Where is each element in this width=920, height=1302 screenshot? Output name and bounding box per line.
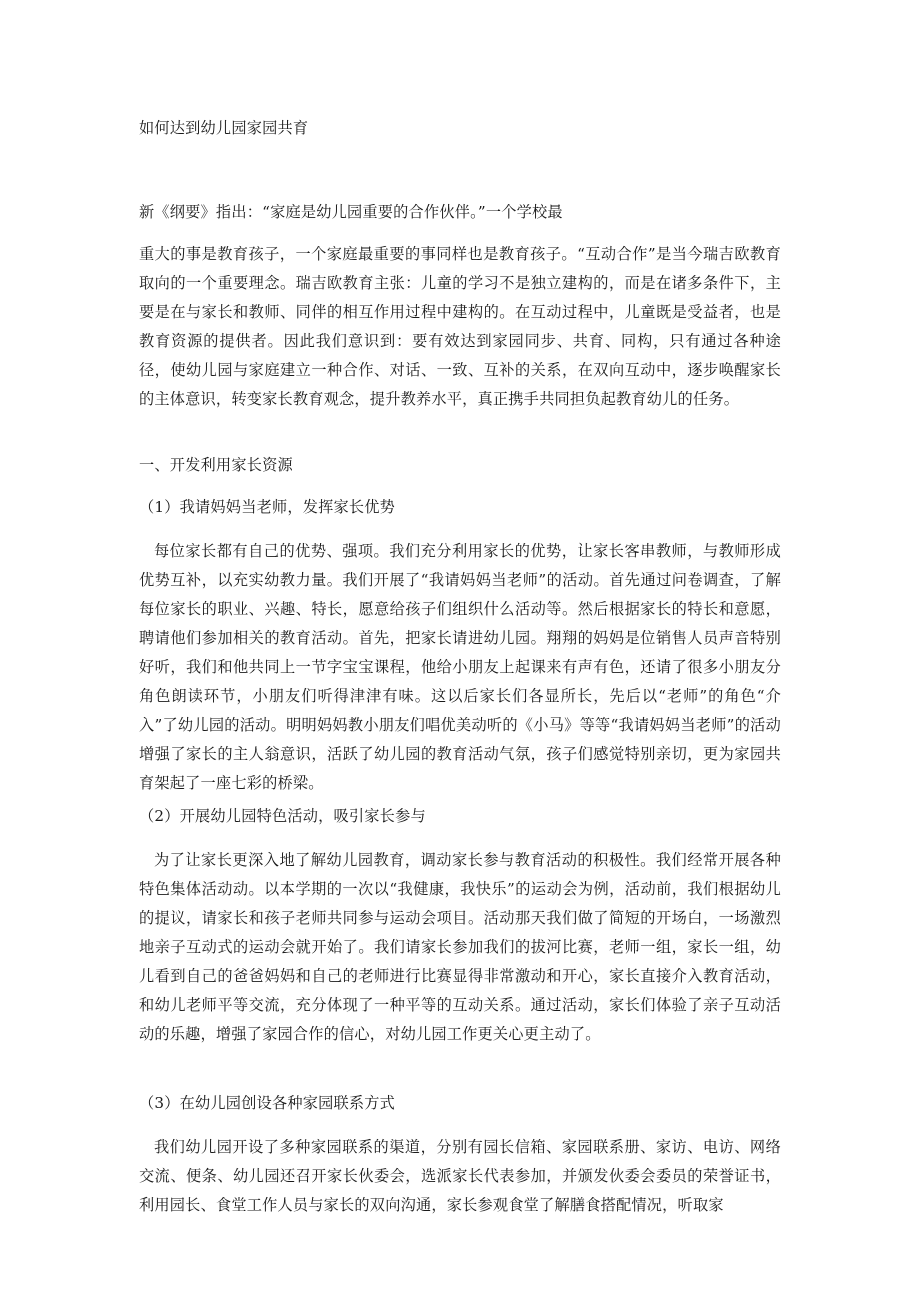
subsection-1-body: 每位家长都有自己的优势、强项。我们充分利用家长的优势，让家长客串教师，与教师形成优势互补，以充实幼教力量。我们开展了“我请妈妈当老师”的活动。首先通过问卷调查，了解每位家长的职业、兴趣、特长，愿意给孩子们组织什么活动等。然后根据家长的特长和意愿，聘请他们参加相关的教育活动。首先，把家长请进幼儿园。翔翔的妈妈是位销售人员声音特别好听，我们和他共同上一节字宝宝课程，他给小朋友上起课来有声有色，还请了很多小朋友分角色朗读环节，小朋友们听得津津有味。这以后家长们各显所长，先后以“老师”的角色“介入”了幼儿园的活动。明明妈妈教小朋友们唱优美动听的《小马》等等“我请妈妈当老师”的活动增强了家长的主人翁意识，活跃了幼儿园的教育活动气氛，孩子们感觉特别亲切，更为家园共育架起了一座七彩的桥梁。 (139, 542, 781, 792)
subsection-2-body: 为了让家长更深入地了解幼儿园教育，调动家长参与教育活动的积极性。我们经常开展各种特色集体活动动。以本学期的一次以“我健康，我快乐”的运动会为例，活动前，我们根据幼儿的提议，请家长和孩子老师共同参与运动会项目。活动那天我们做了简短的开场白，一场激烈地亲子互动式的运动会就开始了。我们请家长参加我们的拔河比赛，老师一组，家长一组，幼儿看到自己的爸爸妈妈和自己的老师进行比赛显得非常激动和开心，家长直接介入教育活动，和幼儿老师平等交流，充分体现了一种平等的互动关系。通过活动，家长们体验了亲子互动活动的乐趣，增强了家园合作的信心，对幼儿园工作更关心更主动了。 (139, 851, 781, 1043)
subsection-3-heading: （3）在幼儿园创设各种家园联系方式 (139, 1094, 396, 1112)
subsection-3-body: 我们幼儿园开设了多种家园联系的渠道，分别有园长信箱、家园联系册、家访、电访、网络交流、便条、幼儿园还召开家长伙委会，选派家长代表参加，并颁发伙委会委员的荣誉证书，利用园长、食堂工作人员与家长的双向沟通，家长参观食堂了解膳食搭配情况，听取家 (139, 1138, 781, 1214)
subsection-2-heading: （2）开展幼儿园特色活动，吸引家长参与 (139, 807, 426, 825)
intro-paragraph-body: 重大的事是教育孩子，一个家庭最重要的事同样也是教育孩子。“互动合作”是当今瑞吉欧教育取向的一个重要理念。瑞吉欧教育主张：儿童的学习不是独立建构的，而是在诸多条件下，主要是在与家长和教师、同伴的相互作用过程中建构的。在互动过程中，儿童既是受益者，也是教育资源的提供者。因此我们意识到：要有效达到家园同步、共育、同构，只有通过各种途径，使幼儿园与家庭建立一种合作、对话、一致、互补的关系，在双向互动中，逐步唤醒家长的主体意识，转变家长教育观念，提升教养水平，真正携手共同担负起教育幼儿的任务。 (139, 245, 781, 408)
intro-paragraph-line: 新《纲要》指出：“家庭是幼儿园重要的合作伙伴。”一个学校最 (139, 203, 563, 221)
document-title: 如何达到幼儿园家园共育 (139, 119, 309, 137)
section-heading: 一、开发利用家长资源 (139, 456, 293, 474)
subsection-1-heading: （1）我请妈妈当老师，发挥家长优势 (139, 498, 396, 516)
